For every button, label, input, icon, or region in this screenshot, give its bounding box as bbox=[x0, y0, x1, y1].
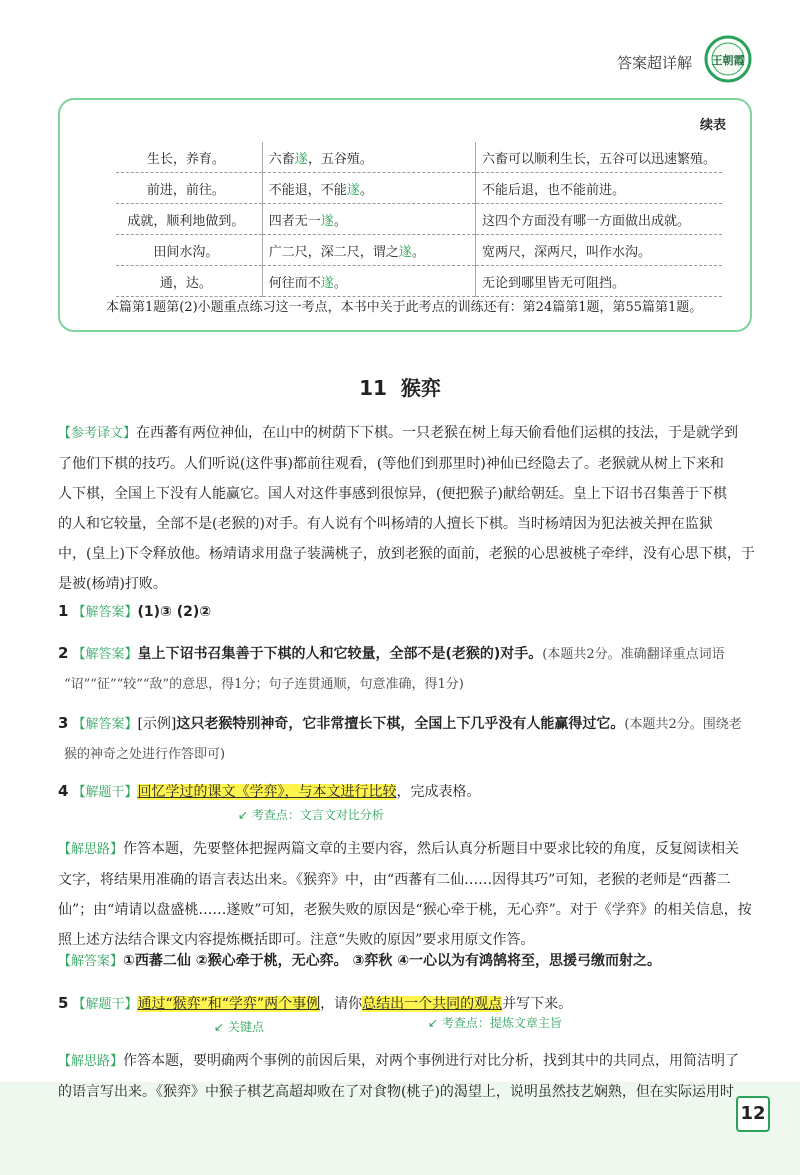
answer-tag: 【解答案】 bbox=[72, 647, 138, 662]
article-name: 猴弈 bbox=[400, 376, 441, 400]
scoring-note: (本题共2分。围绕老 bbox=[624, 717, 742, 732]
translation-line: 人下棋，全国上下没有人能赢它。国人对这件事感到很惊异，(便把猴子)献给朝廷。皇上下诏书召集善于下棋 bbox=[58, 486, 727, 502]
example-prefix: [示例] bbox=[137, 716, 177, 732]
brand-logo bbox=[700, 34, 756, 84]
translation-cell: 无论到哪里皆无可阻挡。 bbox=[475, 266, 722, 297]
reference-translation bbox=[58, 418, 758, 599]
annotation-key-point: ↙ 关键点 bbox=[214, 1020, 264, 1034]
scoring-note: “诏”“征”“较”“敌”的意思，得1分；句子连贯通顺，句意准确，得1分) bbox=[64, 677, 464, 692]
translation-cell: 宽两尺，深两尺，叫作水沟。 bbox=[475, 235, 722, 266]
translation-line: 的人和它较量，全部不是(老猴的)对手。有人说有个叫杨靖的人擅长下棋。当时杨靖因为犯法被关押在监狱 bbox=[58, 516, 713, 532]
example-cell: 广二尺，深二尺，谓之遂。 bbox=[262, 235, 475, 266]
question-number: 1 bbox=[58, 602, 69, 620]
annotation-text: 考查点：提炼文章主旨 bbox=[441, 1016, 562, 1030]
answer-tag: 【解答案】 bbox=[72, 717, 138, 732]
stem-highlight: 回忆学过的课文《学弈》，与本文进行比较 bbox=[137, 784, 397, 800]
question-4-answer bbox=[58, 946, 758, 977]
example-cell: 四者无一遂。 bbox=[262, 204, 475, 235]
highlighted-word: 遂 bbox=[398, 244, 412, 260]
meaning-cell: 前进，前往。 bbox=[116, 173, 262, 204]
translation-line: 是被(杨靖)打败。 bbox=[58, 576, 167, 592]
stem-tag: 【解题干】 bbox=[72, 785, 138, 800]
annotation-exam-point: ↙ 考查点：文言文对比分析 bbox=[238, 808, 384, 822]
annotation-text: 考查点：文言文对比分析 bbox=[251, 808, 384, 822]
article-title bbox=[0, 372, 800, 401]
table-row bbox=[116, 142, 722, 173]
translation-line: 了他们下棋的技巧。人们听说(这件事)都前往观看，(等他们到那里时)神仙已经隐去了。老猴就从树上下来和 bbox=[58, 456, 724, 472]
example-cell: 何往而不遂。 bbox=[262, 266, 475, 297]
thinking-tag: 【解思路】 bbox=[58, 842, 124, 857]
answer-text: 皇上下诏书召集善于下棋的人和它较量，全部不是(老猴的)对手。 bbox=[137, 646, 543, 662]
table-row bbox=[116, 173, 722, 204]
translation-line: 中，(皇上)下令释放他。杨靖请求用盘子装满桃子，放到老猴的面前，老猴的心思被桃子牵绊，没有心思下棋，于 bbox=[58, 546, 755, 562]
example-cell: 六畜遂，五谷殖。 bbox=[262, 142, 475, 173]
meaning-cell: 生长，养育。 bbox=[116, 142, 262, 173]
highlighted-word: 遂 bbox=[294, 151, 308, 167]
translation-cell: 不能后退，也不能前进。 bbox=[475, 173, 722, 204]
question-1 bbox=[58, 596, 758, 628]
answer-text: ①西蕃二仙 ②猴心牵于桃，无心弈。 ③弈秋 ④一心以为有鸿鹄将至，思援弓缴而射之。 bbox=[123, 953, 662, 969]
question-5-thinking: 【解思路】作答本题，要明确两个事例的前因后果，对两个事例进行对比分析，找到其中的共同点，用简洁明了 的语言写出来。《猴弈》中猴子棋艺高超却败在了对食物(桃子)的渴望上，说明虽然技艺娴熟，但在实际运用时 bbox=[58, 1053, 740, 1100]
question-number: 2 bbox=[58, 644, 69, 662]
stem-text: ，完成表格。 bbox=[396, 784, 481, 800]
table-row bbox=[116, 204, 722, 235]
question-number: 3 bbox=[58, 714, 69, 732]
translation-cell: 六畜可以顺利生长，五谷可以迅速繁殖。 bbox=[475, 142, 722, 173]
stem-text: ，请你 bbox=[320, 996, 363, 1012]
meaning-cell: 成就，顺利地做到。 bbox=[116, 204, 262, 235]
question-2 bbox=[58, 638, 758, 700]
question-4 bbox=[58, 776, 758, 808]
meaning-cell: 通，达。 bbox=[116, 266, 262, 297]
continuation-table-box bbox=[58, 98, 752, 332]
stem-tag: 【解题干】 bbox=[72, 997, 138, 1012]
stem-text: 并写下来。 bbox=[502, 996, 573, 1012]
question-3 bbox=[58, 708, 758, 770]
scoring-note: 猴的神奇之处进行作答即可) bbox=[64, 747, 226, 762]
annotation-exam-point: ↙ 考查点：提炼文章主旨 bbox=[428, 1016, 562, 1030]
page-header bbox=[0, 34, 800, 86]
stem-highlight: 总结出一个共同的观点 bbox=[362, 996, 503, 1012]
translation-line: 【参考译文】在西蕃有两位神仙，在山中的树荫下下棋。一只老猴在树上每天偷看他们运棋的技法，于是就学到 bbox=[58, 425, 739, 441]
answer-text: (1)③ (2)② bbox=[137, 604, 212, 620]
word-meaning-table bbox=[116, 142, 722, 297]
page-number: 12 bbox=[736, 1096, 770, 1132]
highlighted-word: 遂 bbox=[320, 275, 334, 291]
example-cell: 不能退，不能遂。 bbox=[262, 173, 475, 204]
translation-tag: 【参考译文】 bbox=[58, 426, 137, 441]
annotation-text: 关键点 bbox=[227, 1020, 264, 1034]
answer-text: 这只老猴特别神奇，它非常擅长下棋，全国上下几乎没有人能赢得过它。 bbox=[176, 716, 625, 732]
question-number: 4 bbox=[58, 782, 69, 800]
stem-highlight: 通过“猴弈”和“学弈”两个事例 bbox=[137, 996, 321, 1012]
box-note: 本篇第1题第(2)小题重点练习这一考点，本书中关于此考点的训练还有：第24篇第1题，第55篇第1题。 bbox=[106, 300, 703, 315]
header-title: 答案超详解 bbox=[616, 54, 692, 72]
scoring-note: (本题共2分。准确翻译重点词语 bbox=[542, 647, 725, 662]
highlighted-word: 遂 bbox=[346, 182, 360, 198]
question-4-thinking: 【解思路】作答本题，先要整体把握两篇文章的主要内容，然后认真分析题目中要求比较的角度，反复阅读相关 文字，将结果用准确的语言表达出来。《猴弈》中，由“西蕃有二仙……因得其巧”可知，老猴的老师是“西蕃二 仙”；由“靖请以盘盛桃……遂败”可知，老猴失败的原因是“猴心牵于桃，无心弈”。对于《学弈》的相关信息，按 照上述方法结合课文内容提炼概括即可。注意“失败的原因”要求用原文作答。 bbox=[58, 841, 752, 948]
answer-tag: 【解答案】 bbox=[72, 605, 138, 620]
article-number: 11 bbox=[359, 376, 387, 400]
table-row bbox=[116, 235, 722, 266]
continuation-label: 续表 bbox=[699, 118, 726, 133]
answer-tag: 【解答案】 bbox=[58, 954, 124, 969]
question-5 bbox=[58, 988, 758, 1020]
logo-text: 王朝霞 bbox=[711, 54, 745, 67]
thinking-tag: 【解思路】 bbox=[58, 1054, 124, 1069]
meaning-cell: 田间水沟。 bbox=[116, 235, 262, 266]
translation-cell: 这四个方面没有哪一方面做出成就。 bbox=[475, 204, 722, 235]
table-row bbox=[116, 266, 722, 297]
highlighted-word: 遂 bbox=[320, 213, 334, 229]
question-number: 5 bbox=[58, 994, 69, 1012]
